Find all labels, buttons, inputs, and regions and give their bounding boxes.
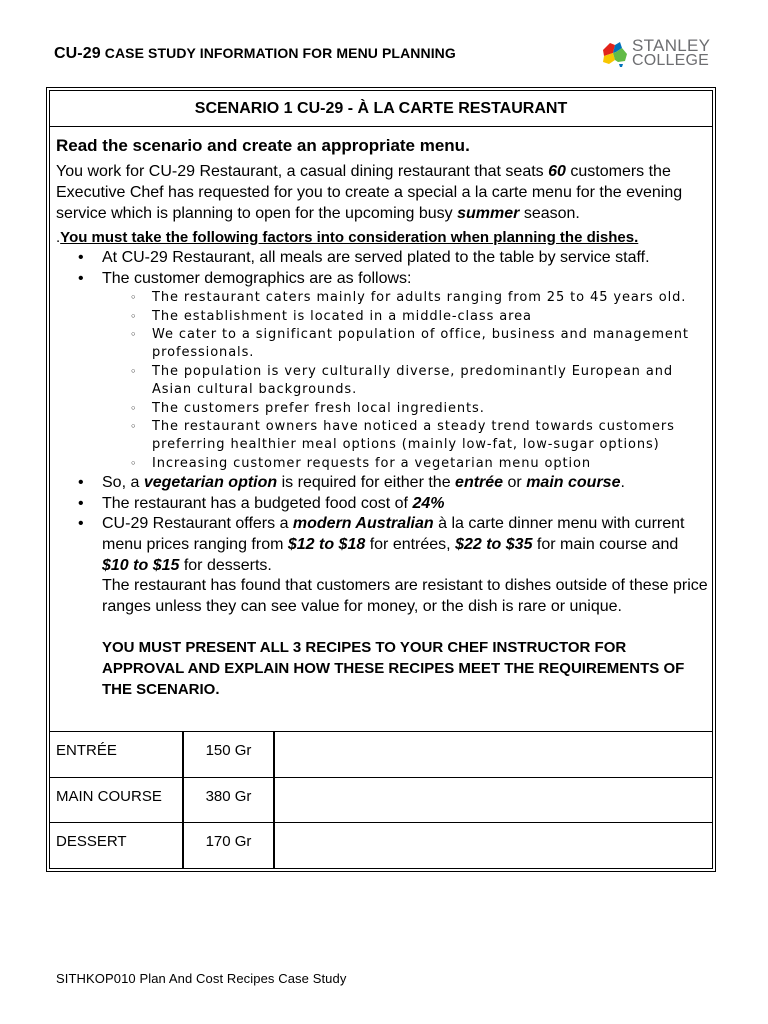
scenario-box-inner (49, 90, 713, 869)
seat-count: 60 (548, 163, 566, 180)
unit-code: CU-29 (54, 45, 101, 62)
course-cell: MAIN COURSE (50, 777, 183, 823)
demographic-healthier: The restaurant owners have noticed a steady trend towards customers preferring healthier meal options (mainly low-fat, low-sugar options) (152, 419, 675, 453)
sub-list-item (102, 326, 708, 363)
circle-bullet-icon: ◦ (130, 456, 137, 470)
college-logo (600, 36, 711, 73)
veg-option: vegetarian option (143, 474, 278, 492)
demographic-local-ingredients: The customers prefer fresh local ingredients. (152, 400, 485, 416)
factor-list (56, 248, 708, 576)
list-item (56, 269, 708, 474)
plated-service: At CU-29 Restaurant, all meals are served plated to the table by service staff. (102, 249, 650, 266)
demographic-professionals: We cater to a significant population of office, business and management professionals. (152, 327, 689, 361)
scenario-box (46, 87, 716, 872)
list-item (56, 248, 708, 269)
circle-bullet-icon: ◦ (130, 291, 137, 305)
weight-cell: 150 Gr (183, 732, 274, 778)
logo-bottom-text: COLLEGE (632, 52, 709, 69)
table-row (50, 823, 712, 869)
notes-cell[interactable] (274, 777, 712, 823)
demographic-vegetarian: Increasing customer requests for a vegetarian menu option (152, 455, 592, 471)
consider-dot: . (56, 229, 61, 246)
dessert-price-range: $10 to $15 (102, 556, 180, 574)
australia-map-icon (600, 40, 630, 68)
bullet-icon: • (78, 249, 84, 266)
list-item (56, 473, 708, 494)
offer-c: à la carte dinner menu with current menu prices ranging from (102, 515, 685, 554)
sub-list-item (102, 308, 708, 326)
notes-cell[interactable] (274, 732, 712, 778)
logo-wordmark (632, 37, 710, 69)
offer-g: for main course and (532, 536, 679, 554)
offer-i: for desserts. (179, 556, 272, 574)
course-cell: DESSERT (50, 823, 183, 869)
circle-bullet-icon: ◦ (130, 401, 137, 415)
veg-a: So, a (102, 474, 144, 492)
logo-segment-tasmania (619, 64, 623, 67)
table-row (50, 732, 712, 778)
consider-heading (56, 228, 708, 248)
bullet-icon: • (78, 269, 84, 287)
portion-table (50, 731, 712, 868)
main-price-range: $22 to $35 (455, 536, 533, 554)
consider-text: You must take the following factors into consideration when planning the dishes. (60, 229, 639, 246)
offer-e: for entrées, (365, 536, 456, 554)
bullet-icon: • (78, 474, 84, 492)
demographics-heading: The customer demographics are as follows: (102, 269, 412, 287)
veg-g: . (620, 474, 625, 492)
notes-cell[interactable] (274, 823, 712, 869)
entree-price-range: $12 to $18 (287, 536, 366, 554)
page-footer: SITHKOP010 Plan And Cost Recipes Case Study (56, 971, 347, 986)
list-item (56, 494, 708, 515)
present-instruction: YOU MUST PRESENT ALL 3 RECIPES TO YOUR CHEF INSTRUCTOR FOR APPROVAL AND EXPLAIN HOW THESE RECIPES MEET THE REQUIREMENTS OF THE SCENARIO. (102, 639, 685, 699)
table-row (50, 777, 712, 823)
demographic-culture: The population is very culturally diverse, predominantly European and Asian cultural backgrounds. (152, 363, 674, 398)
intro-part-2: customers the Executive Chef has requested for you to create a special a la carte menu for the evening service which is planning to open for the upcoming busy (56, 163, 683, 222)
circle-bullet-icon: ◦ (130, 364, 137, 378)
season: summer (457, 205, 520, 222)
sub-list-item (102, 418, 708, 455)
intro-part-3: season. (519, 205, 580, 222)
intro-part-1: You work for CU-29 Restaurant, a casual dining restaurant that seats (56, 163, 549, 180)
list-item (56, 514, 708, 576)
sub-list-item (102, 455, 708, 473)
logo-top-text: STANLEY (632, 36, 711, 55)
sub-list-item (102, 400, 708, 418)
demographic-age: The restaurant caters mainly for adults ranging from 25 to 45 years old. (152, 290, 687, 306)
bullet-icon: • (78, 494, 84, 512)
scenario-content (56, 135, 708, 700)
sub-list-item (102, 363, 708, 400)
cuisine-style: modern Australian (292, 515, 434, 533)
weight-cell: 380 Gr (183, 777, 274, 823)
veg-main: main course (526, 474, 621, 492)
scenario-title: SCENARIO 1 CU-29 - À LA CARTE RESTAURANT (50, 91, 712, 127)
scenario-intro (56, 161, 708, 224)
budget-text: The restaurant has a budgeted food cost of (102, 494, 413, 512)
scenario-lead: Read the scenario and create an appropriate menu. (56, 136, 470, 155)
course-cell: ENTRÉE (50, 732, 183, 778)
price-resistance: The restaurant has found that customers are resistant to dishes outside of these price ranges unless they can see value for money, or the dish is rare or unique. (102, 577, 708, 615)
circle-bullet-icon: ◦ (130, 420, 137, 434)
sub-list-item (102, 289, 708, 307)
bullet-icon: • (78, 515, 84, 533)
page-title (54, 45, 456, 63)
page-header (54, 36, 714, 74)
food-cost-percent: 24% (412, 494, 445, 512)
weight-cell: 170 Gr (183, 823, 274, 869)
veg-entree: entrée (455, 474, 504, 492)
offer-a: CU-29 Restaurant offers a (102, 515, 293, 533)
circle-bullet-icon: ◦ (130, 309, 137, 323)
veg-e: or (503, 474, 527, 492)
page-title-text: CASE STUDY INFORMATION FOR MENU PLANNING (104, 45, 456, 61)
demographics-list (102, 289, 708, 473)
veg-c: is required for either the (277, 474, 456, 492)
demographic-location: The establishment is located in a middle-class area (152, 308, 532, 324)
circle-bullet-icon: ◦ (130, 328, 137, 341)
